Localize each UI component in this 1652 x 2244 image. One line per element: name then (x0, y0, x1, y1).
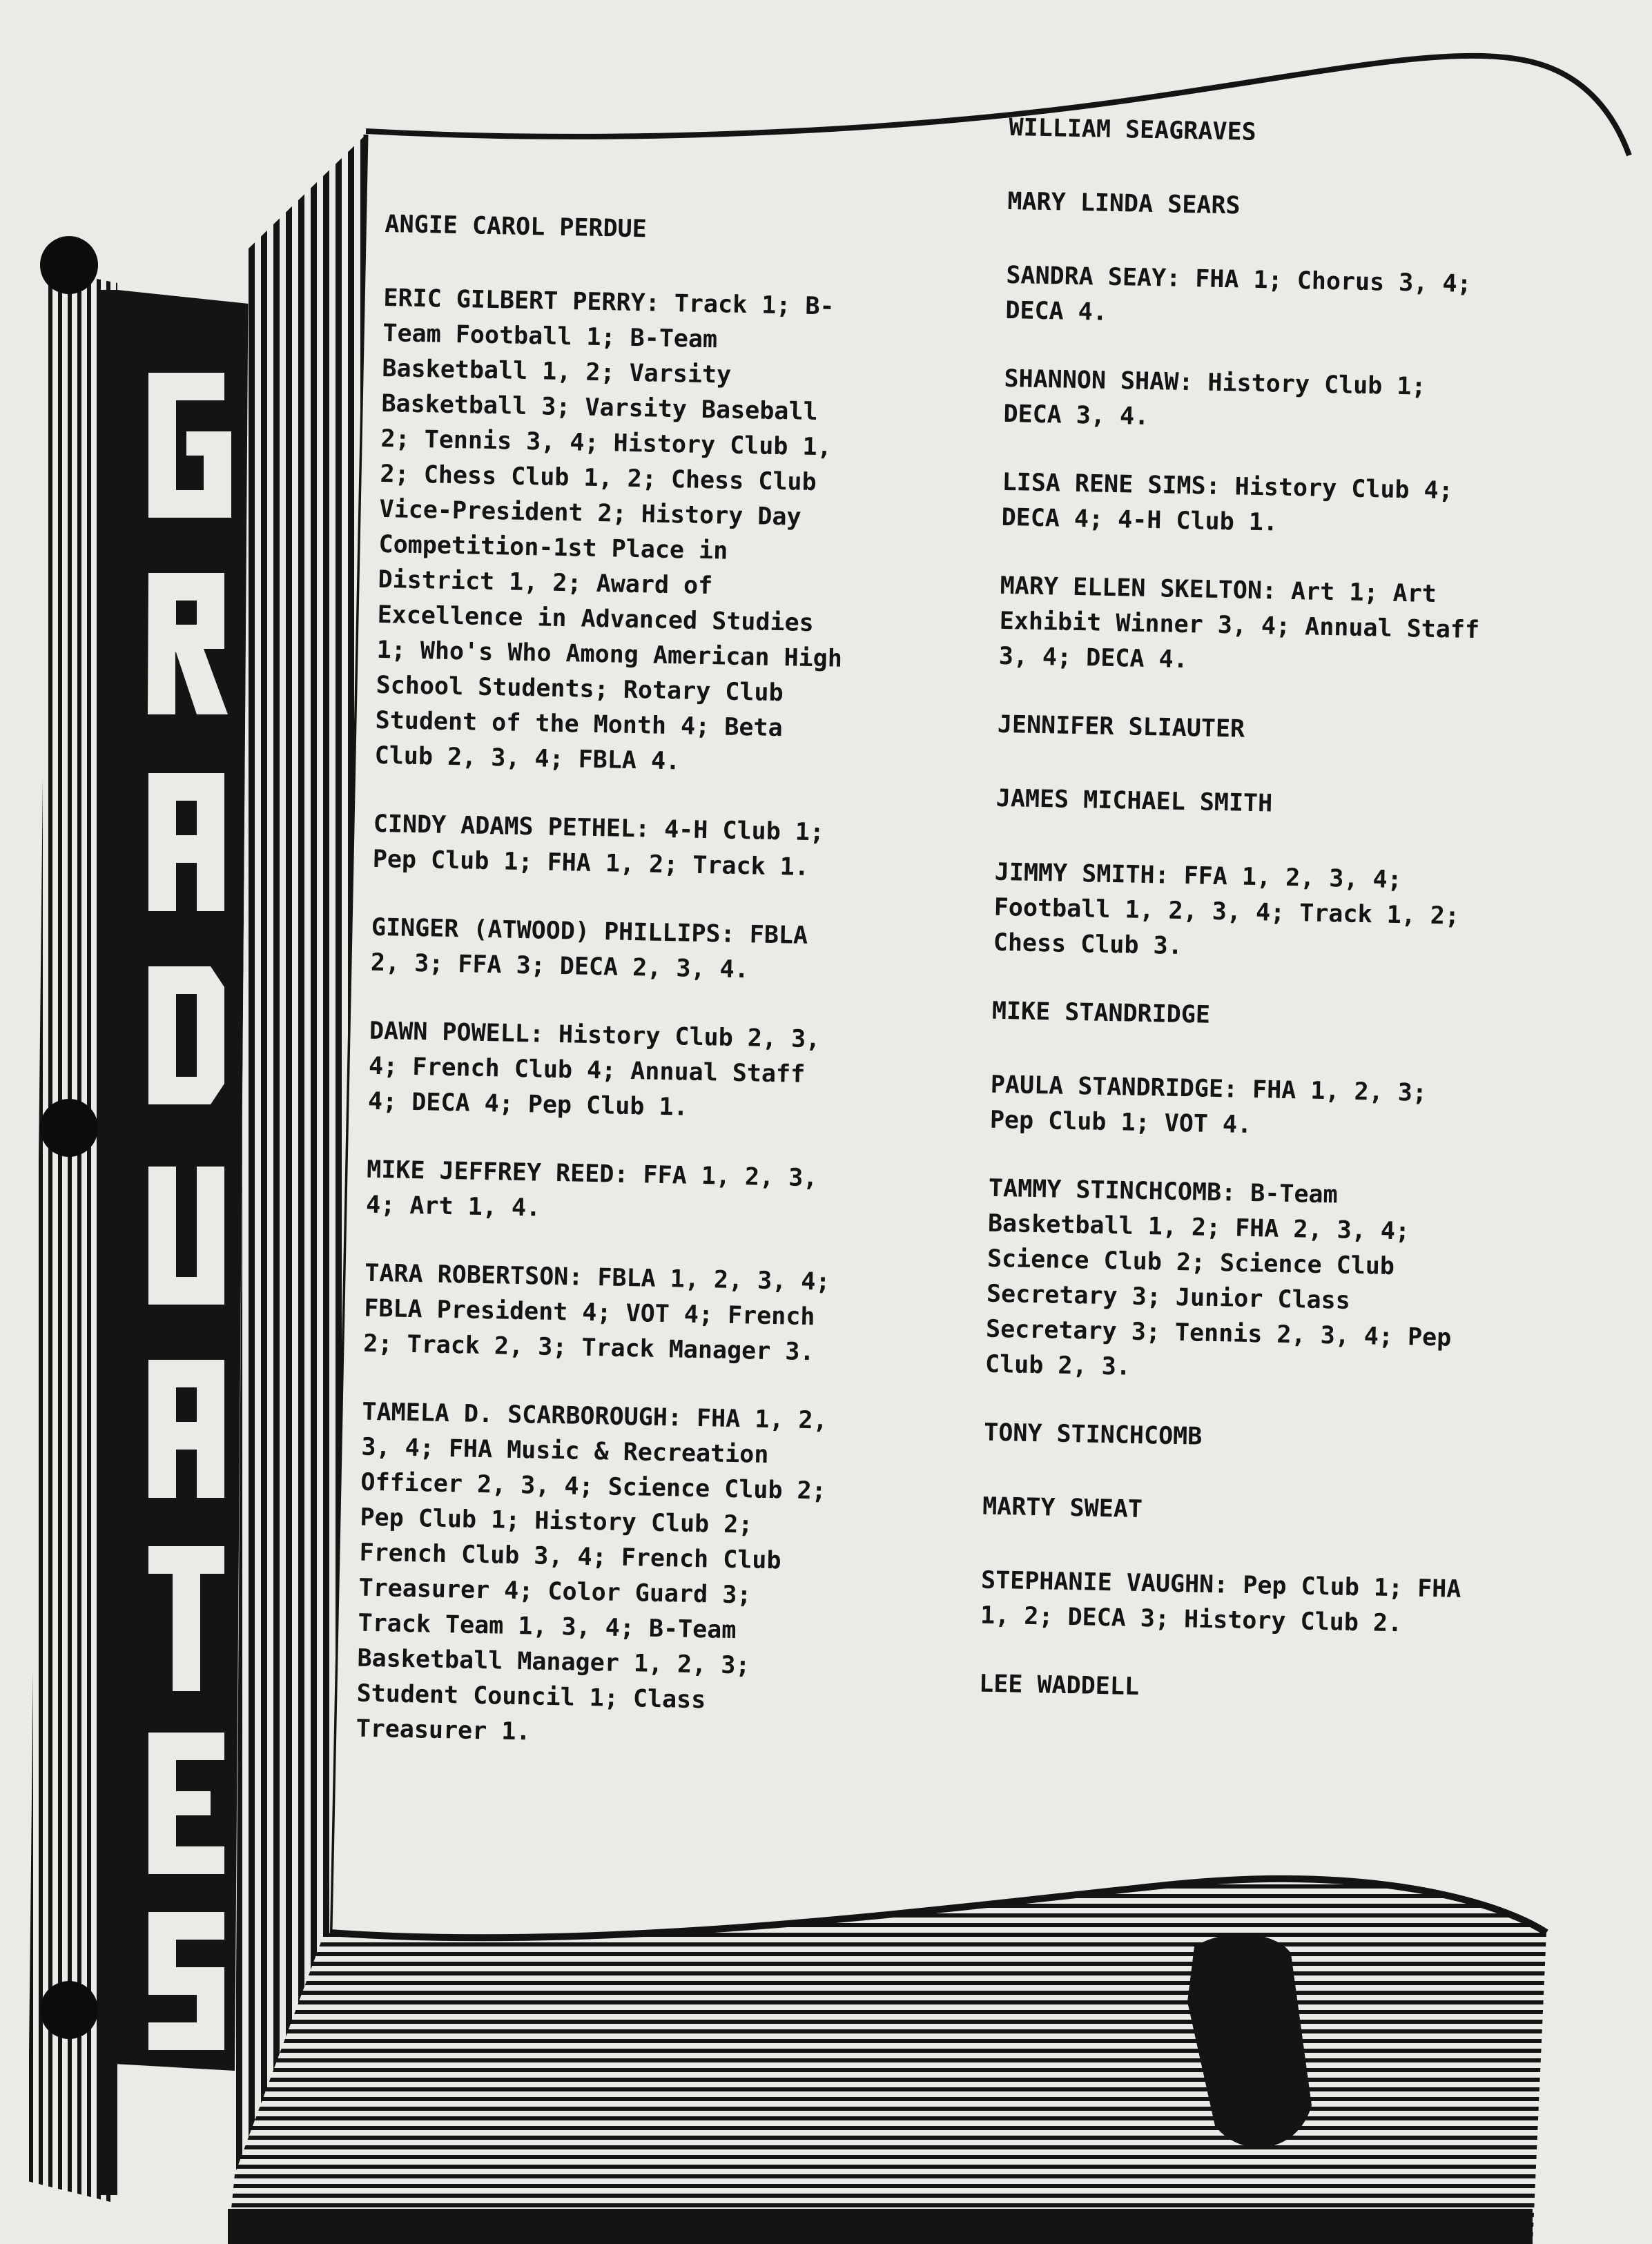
punch-hole-middle (40, 1099, 98, 1157)
graduate-name: ERIC GILBERT PERRY: (383, 284, 675, 318)
graduate-activities: FBLA 2, 3; FFA 3; DECA 2, 3, 4. (370, 921, 808, 984)
graduate-name: TARA ROBERTSON: (364, 1259, 598, 1292)
graduate-entry (984, 1416, 1475, 1461)
graduate-activities: History Club 1; DECA 3, 4. (1003, 369, 1426, 431)
graduate-activities: FHA 1, 2, 3; Pep Club 1; VOT 4. (989, 1076, 1428, 1140)
graduate-entry (368, 1014, 846, 1129)
graduate-entry (993, 855, 1485, 970)
graduate-name: PAULA STANDRIDGE: (990, 1071, 1253, 1104)
graduate-activities: 4-H Club 1; Pep Club 1; FHA 1, 2; Track 1. (372, 815, 825, 881)
graduate-name: MARY LINDA SEARS (1007, 187, 1241, 220)
graduate-name: CINDY ADAMS PETHEL: (373, 810, 665, 843)
graduate-name: MARY ELLEN SKELTON: (1000, 572, 1292, 605)
punch-hole-top (40, 236, 98, 294)
graduate-entry (982, 1490, 1473, 1534)
graduate-activities: Art 1; Art Exhibit Winner 3, 4; Annual Staff 3, 4; DECA 4. (998, 577, 1480, 674)
graduate-entry (998, 569, 1490, 684)
graduate-entry (356, 1395, 839, 1756)
graduate-entry (374, 281, 860, 783)
graduate-name: TAMMY STINCHCOMB: (988, 1174, 1251, 1207)
graduate-entry (366, 1153, 844, 1232)
graduates-column-right (978, 110, 1499, 1750)
graduate-entry (370, 910, 848, 990)
bottom-band (228, 2209, 1533, 2244)
graduate-activities: History Club 4; DECA 4; 4-H Club 1. (1001, 473, 1454, 537)
graduate-name: TONY STINCHCOMB (983, 1418, 1203, 1451)
graduate-activities: FBLA 1, 2, 3, 4; FBLA President 4; VOT 4; French 2; Track 2, 3; Track Manager 3. (362, 1264, 830, 1367)
graduate-name: MIKE JEFFREY REED: (366, 1155, 643, 1189)
graduate-entry (980, 1563, 1472, 1643)
graduate-activities: B-Team Basketball 1, 2; FHA 2, 3, 4; Science Club 2; Science Club Secretary 3; Junior Class Secretary 3; Tennis 2, 3, 4; Pep Club 2, 3. (984, 1179, 1452, 1381)
graduate-name: MARTY SWEAT (982, 1492, 1143, 1524)
graduate-name: STEPHANIE VAUGHN: (980, 1566, 1243, 1599)
graduate-name: TAMELA D. SCARBOROUGH: (362, 1398, 697, 1432)
graduate-name: SHANNON SHAW: (1004, 364, 1208, 397)
graduate-activities: FFA 1, 2, 3, 4; Football 1, 2, 3, 4; Track 1, 2; Chess Club 3. (993, 862, 1460, 961)
graduate-name: JENNIFER SLIAUTER (997, 710, 1245, 743)
punch-hole-bottom (40, 1981, 98, 2039)
graduate-name: WILLIAM SEAGRAVES (1009, 113, 1257, 146)
graduate-entry (979, 1667, 1470, 1712)
graduate-entry (989, 1068, 1481, 1148)
graduate-name: JIMMY SMITH: (994, 858, 1185, 890)
graduate-activities: FHA 1, 2, 3, 4; FHA Music & Recreation Officer 2, 3, 4; Science Club 2; Pep Club 1; History Club 2; French Club 3, 4; French Club Treasurer 4; Color Guard 3; Track Team 1, 3, 4; B-Team Basketball Manager 1, 2, 3; Student Council 1; Class Treasurer 1. (356, 1404, 828, 1746)
graduate-entry (985, 1171, 1479, 1392)
graduate-activities: Track 1; B-Team Football 1; B-Team Basketball 1, 2; Varsity Basketball 3; Varsity Baseball 2; Tennis 3, 4; History Club 1, 2; Chess Club 1, 2; Chess Club Vice-President 2; History Day Competition-1st Place in District 1, 2; Award of Excellence in Advanced Studies 1; Who's Who Among American High School Students; Rotary Club Student of the Month 4; Beta Club 2, 3, 4; FBLA 4. (374, 290, 843, 776)
page-curl (228, 1879, 1546, 2244)
graduate-name: MIKE STANDRIDGE (991, 997, 1211, 1029)
graduate-activities: FFA 1, 2, 3, 4; Art 1, 4. (365, 1161, 818, 1222)
graduate-activities: History Club 2, 3, 4; French Club 4; Annual Staff 4; DECA 4; Pep Club 1. (367, 1021, 821, 1122)
graduate-name: DAWN POWELL: (369, 1017, 559, 1049)
graduate-entry (997, 708, 1488, 752)
graduate-entry (995, 781, 1486, 826)
graduates-column-left (355, 207, 862, 1789)
graduate-name: GINGER (ATWOOD) PHILLIPS: (371, 913, 750, 949)
graduate-name: JAMES MICHAEL SMITH (995, 784, 1273, 818)
graduate-entry (1003, 362, 1495, 442)
graduate-entry (372, 807, 850, 886)
graduate-entry (1007, 184, 1498, 229)
graduate-entry (991, 994, 1482, 1039)
graduate-name: ANGIE CAROL PERDUE (385, 210, 648, 244)
graduate-entry (1005, 258, 1497, 338)
graduate-name: LISA RENE SIMS: (1002, 468, 1236, 501)
graduate-name: SANDRA SEAY: (1006, 261, 1196, 293)
graduate-activities: FHA 1; Chorus 3, 4; DECA 4. (1005, 265, 1472, 326)
graduate-entry (1001, 465, 1493, 545)
graduate-activities: Pep Club 1; FHA 1, 2; DECA 3; History Club 2. (980, 1571, 1461, 1638)
graduate-entry (363, 1256, 842, 1371)
graduate-name: LEE WADDELL (978, 1670, 1140, 1701)
